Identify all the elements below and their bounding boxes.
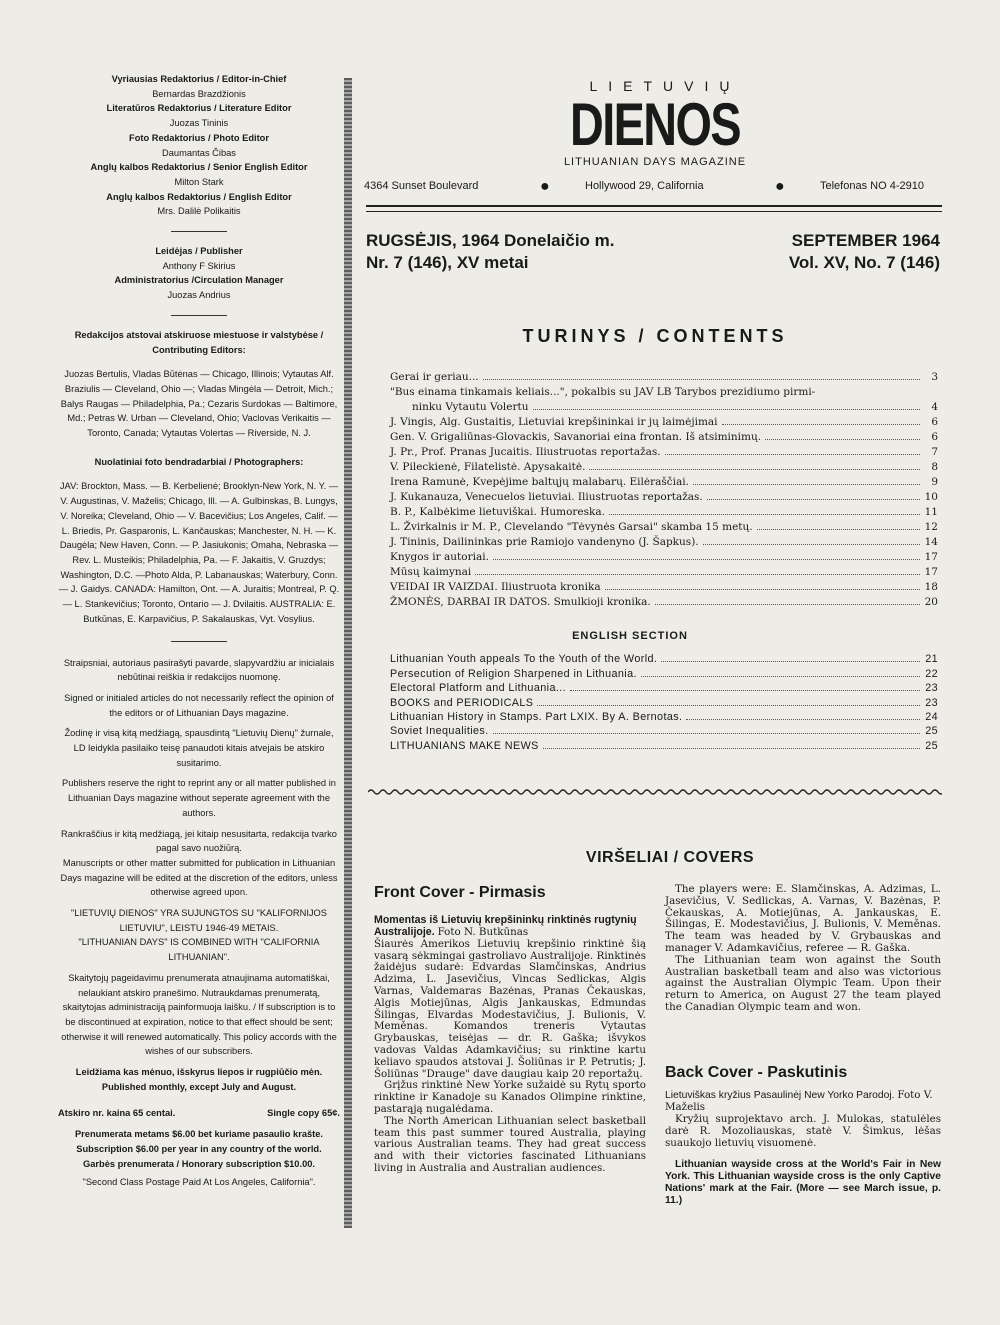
price-line: Garbės prenumerata / Honorary subscription $10.00. (83, 1158, 315, 1169)
toc-entry[interactable]: VEIDAI IR VAIZDAI. Iliustruota kronika 18 (390, 581, 938, 593)
toc-entry[interactable]: J. Vingis, Alg. Gustaitis, Lietuviai krepšininkai ir jų laimėjimai 6 (390, 416, 938, 428)
staff-role: Anglų kalbos Redaktorius / Senior English Editor (90, 162, 308, 173)
staff-role: Literatūros Redaktorius / Literature Editor (106, 103, 292, 114)
reprint-en: Publishers reserve the right to reprint any or all matter published in Lithuanian Days magazine without seperate agreement with the authors. (62, 778, 336, 818)
toc-entry[interactable]: Irena Ramunė, Kvepėjime baltųjų malabarų. Eilėraščiai. 9 (390, 476, 938, 488)
front-cover-text-en: The North American Lithuanian select basketball team this past summer toured Australia, playing various Australian teams. They had great success and with their victories fascinated Lithuanians living in Australia and Australian audiences. (374, 1114, 646, 1174)
back-cover-lead: Lietuviškas kryžius Pasaulinėj New Yorko Parodoj. Foto V. Maželis (665, 1089, 933, 1113)
merge-lt: "LIETUVIŲ DIENOS" YRA SUJUNGTOS SU "KALIFORNIJOS LIETUVIU", LEISTU 1946-49 METAIS. (71, 908, 327, 933)
address: 4364 Sunset Boulevard (364, 180, 479, 192)
toc-entry[interactable]: V. Pileckienė, Filatelistė. Apysakaitė. 8 (390, 461, 938, 473)
photo-credit: Foto V. Maželis (665, 1089, 933, 1113)
back-cover-title: Back Cover - Paskutinis (665, 1064, 848, 1081)
wavy-divider (368, 788, 942, 796)
single-copy-en: Single copy 65¢. (267, 1108, 340, 1119)
reprint-lt: Žodinę ir visą kitą medžiagą, spausdintą "Lietuvių Dienų" žurnale, LD leidykla pasilaiko teisę panaudoti kitais atvejais be atskiro susitarimo. (64, 728, 334, 768)
issue-en-line1: SEPTEMBER 1964 (791, 231, 940, 250)
photo-text: JAV: Brockton, Mass. — B. Kerbelienė; Brooklyn-New York, N. Y. — V. Augustinas, V. Maželis; Chicago, Ill. — A. Gulbinskas, B. Lungys, V. Noreika; Cleveland, Ohio — V. Bacevičius; Los Angeles, Calif. — L. Briedis, Pr. Gasparonis, L. Kančauskas; Manchester, N. H. — K. Daugėla; New Haven, Conn. — P. Jasiukonis; Omaha, Nebraska — Rev. L. Musteikis; Philadelphia, Pa. — F. Jakaitis, V. Gruzdys; Washington, D.C. —Photo Alda, P. Labanauskas; Waterbury, Conn. — J. Gaidys. CANADA: Hamilton, Ont. — A. Juraitis; Montreal, P. Q. — L. Stankevičius; Toronto, Ontario — J. Dvilaitis. AUSTRALIA: E. Butkūnas, E. Karpavičius, P. Sakalauskas, Vyt. Vosylius. (58, 481, 340, 624)
front-cover-lead: Momentas iš Lietuvių krepšininkų rinktinės rugtynių Australijoje. Foto N. Butkūnas (374, 914, 637, 938)
toc-entry[interactable]: Electoral Platform and Lithuania... 23 (390, 682, 938, 694)
subscription-notice: Skaitytojų pageidavimu prenumerata atnaujinama automatiškai, nelaukiant atskiro pranešimo. Nutraukdamas prenumeratą, skaitytojas administraciją painformuoja laišku. / If subscription is to be discontinued at expiration, notice to that effect should be sent; otherwise it will renewed automatically. This policy accords with the wishes of our subscribers. (61, 972, 337, 1057)
staff-column (58, 72, 340, 1190)
results-text: The Lithuanian team won against the South Australian basketball team and also was victorious against the Australian Olympic Team. Upon their return to America, on August 27 the team played the Canadian Olympic team and won. (665, 953, 941, 1013)
front-cover-text-lt2: Grįžus rinktinė New Yorke sužaidė su Rytų sporto rinktine ir Kanadoje su Kanados Olimpine rinktine, pastarąją nugalėdama. (374, 1079, 646, 1115)
masthead-kicker: LIETUVIŲ (589, 78, 741, 94)
contrib-text: Juozas Bertulis, Vladas Būtėnas — Chicago, Illinois; Vytautas Alf. Braziulis — Cleveland, Ohio —; Vladas Mingėla — Detroit, Mich.; Balys Raugas — Philadelphia, Pa.; Cezaris Surdokas — Baltimore, Md.; Petras W. Urban — Cleveland, Ohio; Vaclovas Verikaitis — Toronto, Canada; Vytautas Volertas — Riverside, N. J. (60, 369, 338, 439)
staff-role: Foto Redaktorius / Photo Editor (129, 132, 269, 143)
notice-en: Signed or initialed articles do not necessarily reflect the opinion of the editors or of Lithuanian Days magazine. (64, 692, 334, 718)
admin-role: Administratorius /Circulation Manager (114, 275, 284, 286)
staff-role: Vyriausias Redaktorius / Editor-in-Chief (111, 74, 287, 84)
contrib-title: Redakcijos atstovai atskiruose miestuose ir valstybėse / Contributing Editors: (74, 329, 324, 355)
divider (171, 315, 227, 316)
notice-lt: Straipsniai, autoriaus pasirašyti pavarde, slapyvardžiu ar inicialais nebūtinai reiškia ir redakcijos nuomonę. (63, 657, 335, 683)
bullet-icon: ● (775, 178, 785, 195)
bullet-icon: ● (540, 178, 550, 195)
toc-entry[interactable]: ŽMONĖS, DARBAI IR DATOS. Smulkioji kronika. 20 (390, 596, 938, 608)
issue-en-line2: Vol. XV, No. 7 (146) (788, 253, 940, 272)
toc-entry[interactable]: B. P., Kalbėkime lietuviškai. Humoreska. 11 (390, 506, 938, 518)
contents-title: TURINYS / CONTENTS (522, 326, 788, 346)
photo-title: Nuolatiniai foto bendradarbiai / Photographers: (94, 456, 304, 467)
toc-entry[interactable]: Gerai ir geriau... 3 (390, 371, 938, 383)
toc-entry[interactable]: J. Tininis, Dailininkas prie Ramiojo vandenyno (J. Šapkus). 14 (390, 536, 938, 548)
staff-name: Juozas Tininis (169, 118, 229, 129)
toc-entry[interactable]: Mūsų kaimynai 17 (390, 566, 938, 578)
rule (366, 205, 942, 207)
city: Hollywood 29, California (585, 180, 704, 192)
toc-entry[interactable]: Lithuanian History in Stamps. Part LXIX. By A. Bernotas. 24 (390, 711, 938, 723)
staff-name: Milton Stark (174, 176, 224, 187)
toc-entry[interactable]: Gen. V. Grigaliūnas-Glovackis, Savanoriai eina frontan. Iš atsiminimų. 6 (390, 431, 938, 443)
single-copy-row (58, 1106, 340, 1121)
front-cover-text-lt: Šiaurės Amerikos Lietuvių krepšinio rinktinė šią vasarą sėkmingai gastroliavo Australijoje. Rinktinės žaidėjus sudarė: Edvardas Slamčinskas, Andrius Adzima, L. Jasevičius, Vincas Sedlickas, Algis Varnas, Valdemaras Bazėnas, Pranas Čekauskas, Algis Motiejūnas, Algis Jankauskas, Edmundas Šilingas, Elvardas Modestavičius, J. Bulionis, V. Meměnas. Komandos treneris Vytautas Grybauskas, teisėjas — dr. R. Gaška; išvykos vadovas Valdas Adamkavičius; su rinktine kartu keliavo spaudos atstovai J. Šoliūnas ir P. Petrutis; J. Šoliūnas "Drauge" dave daugiau kaip 20 reportažų. (374, 937, 646, 1080)
publication-frequency: Leidžiama kas mėnuo, išskyrus liepos ir rugpiūčio mėn. Published monthly, except July and August. (75, 1067, 323, 1092)
toc-entry[interactable]: ninku Vytautu Volertu 4 (412, 401, 938, 413)
divider (171, 231, 227, 232)
issue-lt-line2: Nr. 7 (146), XV metai (366, 253, 529, 272)
toc-entry[interactable]: Soviet Inequalities. 25 (390, 725, 938, 737)
admin-name: Juozas Andrius (167, 290, 231, 301)
english-section-title: ENGLISH SECTION (572, 630, 688, 642)
single-copy-lt: Atskiro nr. kaina 65 centai. (58, 1108, 176, 1119)
back-cover-text-lt: Kryžių suprojektavo arch. J. Mulokas, statulėles darė R. Mozoliauskas, statė V. Šimkus, lėšas suaukojo lietuvių visuomenė. (665, 1113, 941, 1149)
toc-entry[interactable]: J. Kukanauza, Venecuelos lietuviai. Iliustruotas reportažas. 10 (390, 491, 938, 503)
players-text: The players were: E. Slamčinskas, A. Adzimas, L. Jasevičius, V. Sedlickas, A. Varnas, V. Bazėnas, P. Čekauskas, A. Motiejūnas, A. Jankauskas, E. Šilingas, E. Modestavičius, J. Bulionis, V. Meměnas. The team was headed by V. Grybauskas and manager V. Adamkavičius, referee — R. Gaška. (665, 883, 941, 954)
masthead-subtitle: LITHUANIAN DAYS MAGAZINE (563, 156, 747, 168)
masthead-title: DIENOS (569, 91, 741, 158)
publisher-role: Leidėjas / Publisher (155, 246, 243, 257)
toc-entry[interactable]: "Bus einama tinkamais keliais...", pokalbis su JAV LB Tarybos prezidiumo pirmi- (390, 386, 816, 398)
price-line: Prenumerata metams $6.00 bet kuriame pasaulio krašte. (74, 1129, 324, 1140)
manuscripts-lt: Rankraščius ir kitą medžiagą, jei kitaip nesusitarta, redakcija tvarko pagal savo nuožiūrą. (61, 828, 337, 854)
vertical-rule (344, 78, 352, 1228)
staff-name: Mrs. Dalilė Polikaitis (157, 206, 241, 217)
toc-entry[interactable]: L. Žvirkalnis ir M. P., Clevelando "Tėvynės Garsai" skamba 15 metų. 12 (390, 521, 938, 533)
postage-note: "Second Class Postage Paid At Los Angeles, California". (82, 1177, 316, 1188)
staff-list (58, 72, 340, 219)
toc-entry[interactable]: LITHUANIANS MAKE NEWS 25 (390, 740, 938, 752)
covers-title: VIRŠELIAI / COVERS (585, 849, 755, 866)
divider (171, 641, 227, 642)
front-cover-title: Front Cover - Pirmasis (374, 884, 546, 901)
back-cover-section (665, 1064, 941, 1207)
issue-lt-line1: RUGSĖJIS, 1964 Donelaičio m. (366, 231, 615, 250)
back-cover-text-en: Lithuanian wayside cross at the World's Fair in New York. This Lithuanian wayside cross is the only Captive Nations' mark at the Fair. (More — see March issue, p. 11.) (665, 1159, 941, 1207)
toc-entry[interactable]: Knygos ir autoriai. 17 (390, 551, 938, 563)
toc-entry[interactable]: BOOKS and PERIODICALS 23 (390, 697, 938, 709)
staff-role: Anglų kalbos Redaktorius / English Editor (106, 191, 292, 202)
publisher-name: Anthony F Skirius (162, 260, 236, 271)
rule (366, 211, 942, 212)
toc-entry[interactable]: Lithuanian Youth appeals To the Youth of the World. 21 (390, 653, 938, 665)
staff-name: Bernardas Brazdžionis (152, 88, 246, 99)
front-cover-section (374, 884, 646, 1175)
toc-entry[interactable]: Persecution of Religion Sharpened in Lithuania. 22 (390, 668, 938, 680)
players-section (665, 884, 941, 1014)
price-line: Subscription $6.00 per year in any country of the world. (76, 1143, 322, 1154)
manuscripts-en: Manuscripts or other matter submitted for publication in Lithuanian Days magazine will be edited at the discretion of the editors, unless otherwise agreed upon. (60, 857, 338, 898)
photo-credit: Foto N. Butkūnas (437, 926, 529, 938)
toc-entry[interactable]: J. Pr., Prof. Pranas Jucaitis. Iliustruotas reportažas. 7 (390, 446, 938, 458)
staff-name: Daumantas Čibas (162, 147, 236, 158)
phone: Telefonas NO 4-2910 (820, 180, 924, 192)
merge-en: "LITHUANIAN DAYS" IS COMBINED WITH "CALIFORNIA LITHUANIAN". (78, 937, 320, 963)
